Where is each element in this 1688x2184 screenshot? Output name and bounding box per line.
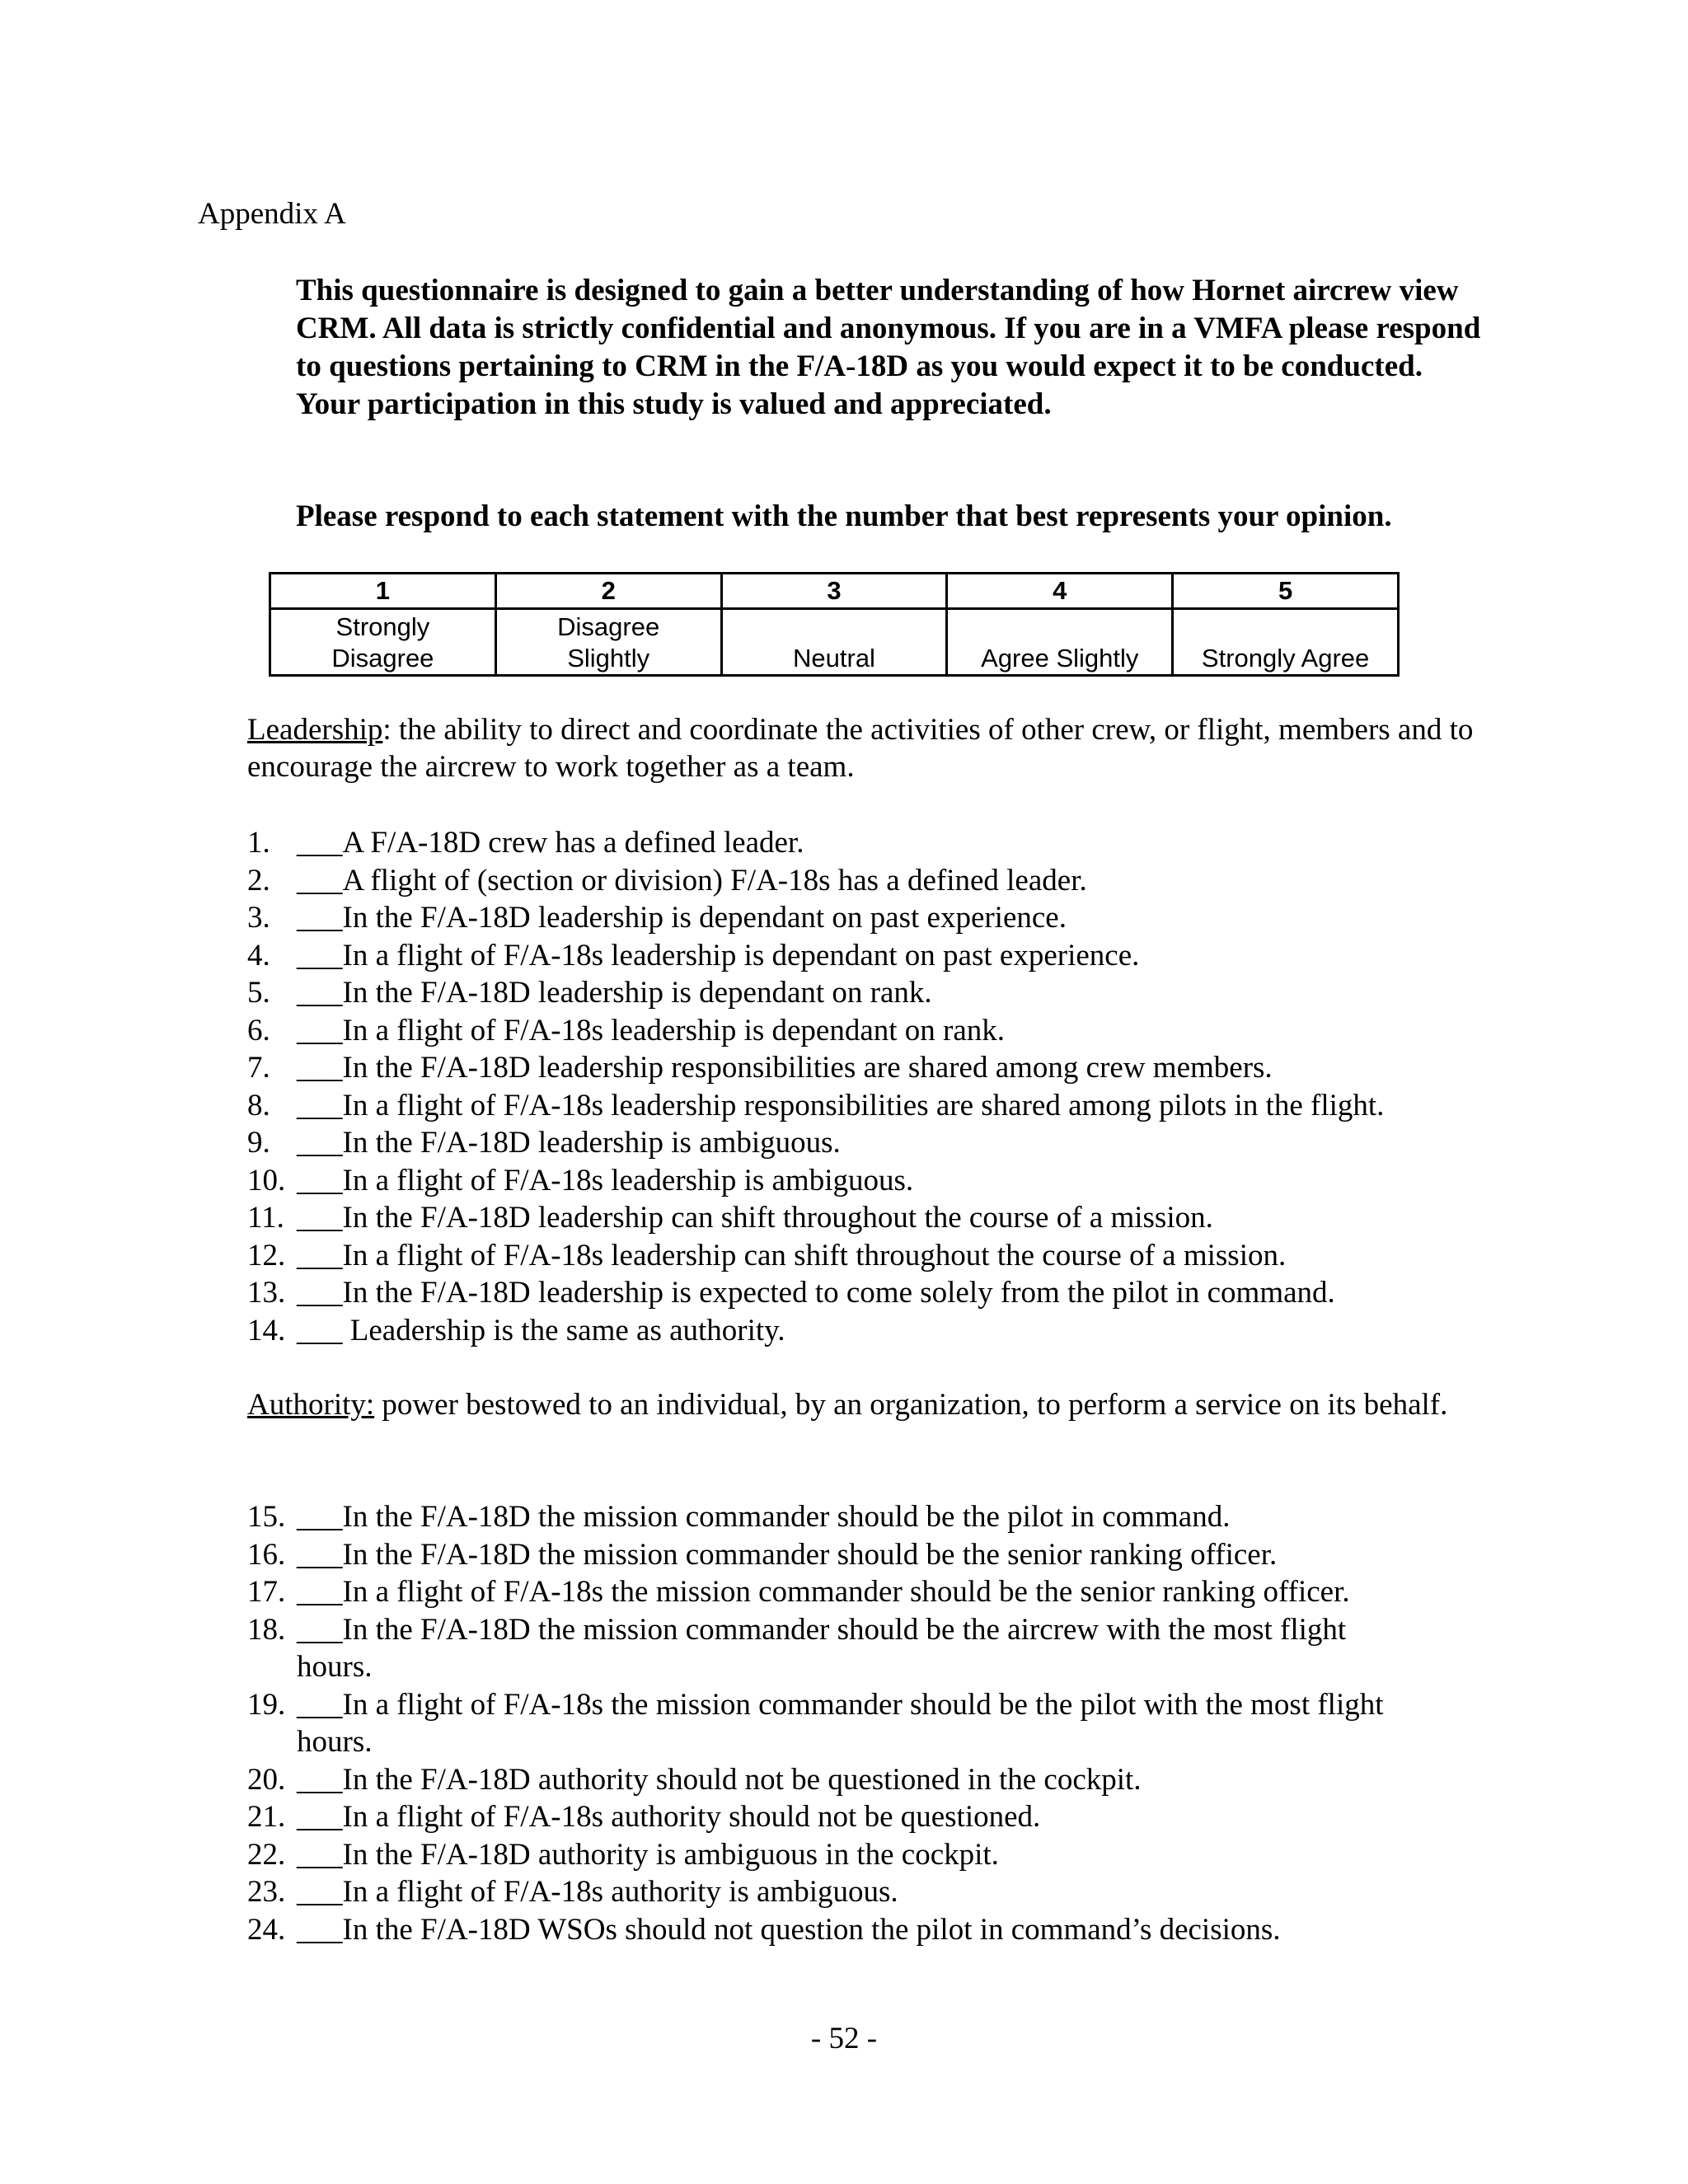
question-item [247, 1798, 1484, 1836]
question-text: In the F/A-18D the mission commander should be the senior ranking officer. [342, 1537, 1278, 1572]
question-body [297, 1611, 1484, 1686]
leadership-definition [247, 711, 1484, 785]
question-text: In a flight of F/A-18s leadership can shift throughout the course of a mission. [342, 1238, 1287, 1272]
question-text: In the F/A-18D the mission commander should be the pilot in command. [342, 1500, 1231, 1534]
question-item [247, 1686, 1484, 1761]
question-body [297, 1312, 1484, 1350]
question-body [297, 1573, 1484, 1611]
question-number: 19. [247, 1687, 286, 1722]
question-item [247, 824, 1484, 862]
question-item [247, 1199, 1484, 1237]
question-body [297, 1798, 1484, 1836]
authority-term: Authority: [247, 1388, 375, 1422]
scale-label: Strongly Disagree [270, 609, 496, 676]
answer-blank[interactable]: ___ [297, 1800, 343, 1834]
authority-question-list [247, 1498, 1484, 1948]
question-text: In the F/A-18D authority is ambiguous in the cockpit. [342, 1837, 999, 1872]
page-number: - 52 - [810, 2022, 878, 2055]
question-number: 4. [247, 938, 270, 972]
intro-paragraph: This questionnaire is designed to gain a better understanding of how Hornet aircrew view CRM. All data is strictly confidential and anonymous. If you are in a VMFA please respond to questions pertaining to CRM in the F/A-18D as you would expect it to be conducted. Your participation in this study is valued and appreciated. [296, 274, 1481, 421]
question-item [247, 1012, 1484, 1050]
scale-number: 4 [947, 574, 1173, 609]
answer-blank[interactable]: ___ [297, 1762, 343, 1797]
answer-blank[interactable]: ___ [297, 1013, 343, 1047]
scale-number: 1 [270, 574, 496, 609]
question-number: 1. [247, 826, 270, 860]
question-item [247, 1124, 1484, 1162]
answer-blank[interactable]: ___ [297, 1687, 343, 1722]
answer-blank[interactable]: ___ [297, 826, 343, 860]
question-number: 8. [247, 1088, 270, 1122]
question-body [297, 824, 1484, 862]
answer-blank[interactable]: ___ [297, 1837, 343, 1872]
question-text: In the F/A-18D leadership can shift throughout the course of a mission. [342, 1201, 1213, 1235]
question-body [297, 1049, 1484, 1087]
question-item [247, 899, 1484, 937]
scale-label: Agree Slightly [947, 609, 1173, 676]
answer-blank[interactable]: ___ [297, 1537, 343, 1572]
question-number: 24. [247, 1912, 286, 1947]
question-item [247, 1312, 1484, 1350]
question-text: In the F/A-18D leadership is dependant on rank. [342, 976, 932, 1010]
question-number: 7. [247, 1051, 270, 1085]
answer-blank[interactable]: ___ [297, 1163, 343, 1197]
question-body [297, 1536, 1484, 1574]
scale-label: Neutral [721, 609, 947, 676]
question-body [297, 1124, 1484, 1162]
question-body [297, 1237, 1484, 1275]
question-text: In the F/A-18D leadership responsibilities are shared among crew members. [342, 1051, 1273, 1085]
scale-number: 5 [1173, 574, 1399, 609]
question-body [297, 974, 1484, 1012]
question-text: In a flight of F/A-18s authority is ambiguous. [342, 1875, 898, 1909]
question-text: In a flight of F/A-18s authority should not be questioned. [342, 1800, 1041, 1834]
authority-definition-text: power bestowed to an individual, by an organization, to perform a service on its behalf. [374, 1388, 1448, 1422]
answer-blank[interactable]: ___ [297, 976, 343, 1010]
scale-label-row [270, 609, 1399, 676]
answer-blank[interactable]: ___ [297, 938, 343, 972]
question-text: In the F/A-18D leadership is dependant on past experience. [342, 901, 1067, 935]
question-item [247, 974, 1484, 1012]
question-body [297, 1873, 1484, 1911]
question-body [297, 1162, 1484, 1200]
question-body [297, 1911, 1484, 1949]
answer-blank[interactable]: ___ [297, 901, 343, 935]
question-number: 5. [247, 976, 270, 1010]
question-item [247, 1087, 1484, 1125]
question-text: In a flight of F/A-18s leadership is dependant on past experience. [342, 938, 1140, 972]
question-number: 18. [247, 1612, 286, 1647]
question-number: 9. [247, 1126, 270, 1160]
answer-blank[interactable]: ___ [297, 863, 343, 898]
scale-number: 2 [495, 574, 721, 609]
question-number: 13. [247, 1276, 286, 1310]
question-item [247, 1761, 1484, 1799]
question-text: In the F/A-18D authority should not be questioned in the cockpit. [342, 1762, 1142, 1797]
question-item [247, 1237, 1484, 1275]
appendix-heading: Appendix A [198, 197, 346, 231]
question-number: 21. [247, 1800, 286, 1834]
question-text: In a flight of F/A-18s leadership responsibilities are shared among pilots in the flight. [342, 1088, 1385, 1122]
answer-blank[interactable]: ___ [297, 1276, 343, 1310]
question-number: 23. [247, 1875, 286, 1909]
question-item [247, 1049, 1484, 1087]
answer-blank[interactable]: ___ [297, 1051, 343, 1085]
question-number: 11. [247, 1201, 284, 1235]
question-item [247, 1536, 1484, 1574]
question-number: 15. [247, 1500, 286, 1534]
leadership-question-list [247, 824, 1484, 1349]
question-item [247, 1611, 1484, 1686]
question-text: In a flight of F/A-18s leadership is ambiguous. [342, 1163, 914, 1197]
leadership-definition-text: : the ability to direct and coordinate the activities of other crew, or flight, members and to encourage the aircrew to work together as a team. [247, 713, 1474, 784]
question-text: In a flight of F/A-18s leadership is dependant on rank. [342, 1013, 1006, 1047]
question-item [247, 1836, 1484, 1874]
answer-blank[interactable]: ___ [297, 1238, 343, 1272]
answer-blank[interactable]: ___ [297, 1126, 343, 1160]
leadership-term: Leadership [247, 713, 383, 747]
question-text: In the F/A-18D leadership is expected to come solely from the pilot in command. [342, 1276, 1335, 1310]
question-body [297, 862, 1484, 900]
answer-blank[interactable]: ___ [297, 1875, 343, 1909]
question-body [297, 937, 1484, 975]
answer-blank[interactable]: ___ [297, 1575, 343, 1609]
question-item [247, 1573, 1484, 1611]
question-text: A F/A-18D crew has a defined leader. [342, 826, 804, 860]
answer-blank[interactable]: ___ [297, 1088, 343, 1122]
question-body [297, 1686, 1484, 1761]
question-body [297, 1199, 1484, 1237]
question-number: 20. [247, 1762, 286, 1797]
question-body [297, 899, 1484, 937]
scale-number: 3 [721, 574, 947, 609]
question-body [297, 1498, 1484, 1536]
rating-scale-table [269, 572, 1400, 677]
answer-blank[interactable]: ___ [297, 1500, 343, 1534]
scale-label: Strongly Agree [1173, 609, 1399, 676]
question-text: Leadership is the same as authority. [342, 1313, 785, 1347]
question-number: 3. [247, 901, 270, 935]
question-item [247, 862, 1484, 900]
answer-blank[interactable]: ___ [297, 1912, 343, 1947]
question-number: 16. [247, 1537, 286, 1572]
question-number: 10. [247, 1163, 286, 1197]
question-number: 22. [247, 1837, 286, 1872]
question-item [247, 1162, 1484, 1200]
question-item [247, 1274, 1484, 1312]
answer-blank[interactable]: ___ [297, 1201, 343, 1235]
question-item [247, 1498, 1484, 1536]
question-text: In a flight of F/A-18s the mission commander should be the senior ranking officer. [342, 1575, 1350, 1609]
question-text: A flight of (section or division) F/A-18s has a defined leader. [342, 863, 1087, 898]
question-text: In the F/A-18D WSOs should not question the pilot in command’s decisions. [342, 1912, 1281, 1947]
question-number: 14. [247, 1313, 286, 1347]
question-text: In a flight of F/A-18s the mission commander should be the pilot with the most flight [342, 1687, 1384, 1722]
question-number: 2. [247, 863, 270, 898]
question-item [247, 1911, 1484, 1949]
question-number: 12. [247, 1238, 286, 1272]
scale-number-row [270, 574, 1399, 609]
question-body [297, 1836, 1484, 1874]
question-item [247, 1873, 1484, 1911]
question-continuation: hours. [297, 1725, 373, 1759]
question-text: In the F/A-18D the mission commander should be the aircrew with the most flight [342, 1612, 1347, 1647]
question-body [297, 1012, 1484, 1050]
question-item [247, 937, 1484, 975]
scale-label: Disagree Slightly [495, 609, 721, 676]
question-body [297, 1274, 1484, 1312]
question-body [297, 1761, 1484, 1799]
question-continuation: hours. [297, 1650, 373, 1684]
authority-definition [247, 1386, 1484, 1423]
question-number: 6. [247, 1013, 270, 1047]
question-text: In the F/A-18D leadership is ambiguous. [342, 1126, 841, 1160]
instruction-paragraph: Please respond to each statement with the number that best represents your opinion. [296, 499, 1392, 533]
question-number: 17. [247, 1575, 286, 1609]
answer-blank[interactable]: ___ [297, 1612, 343, 1647]
answer-blank[interactable]: ___ [297, 1313, 343, 1347]
question-body [297, 1087, 1484, 1125]
